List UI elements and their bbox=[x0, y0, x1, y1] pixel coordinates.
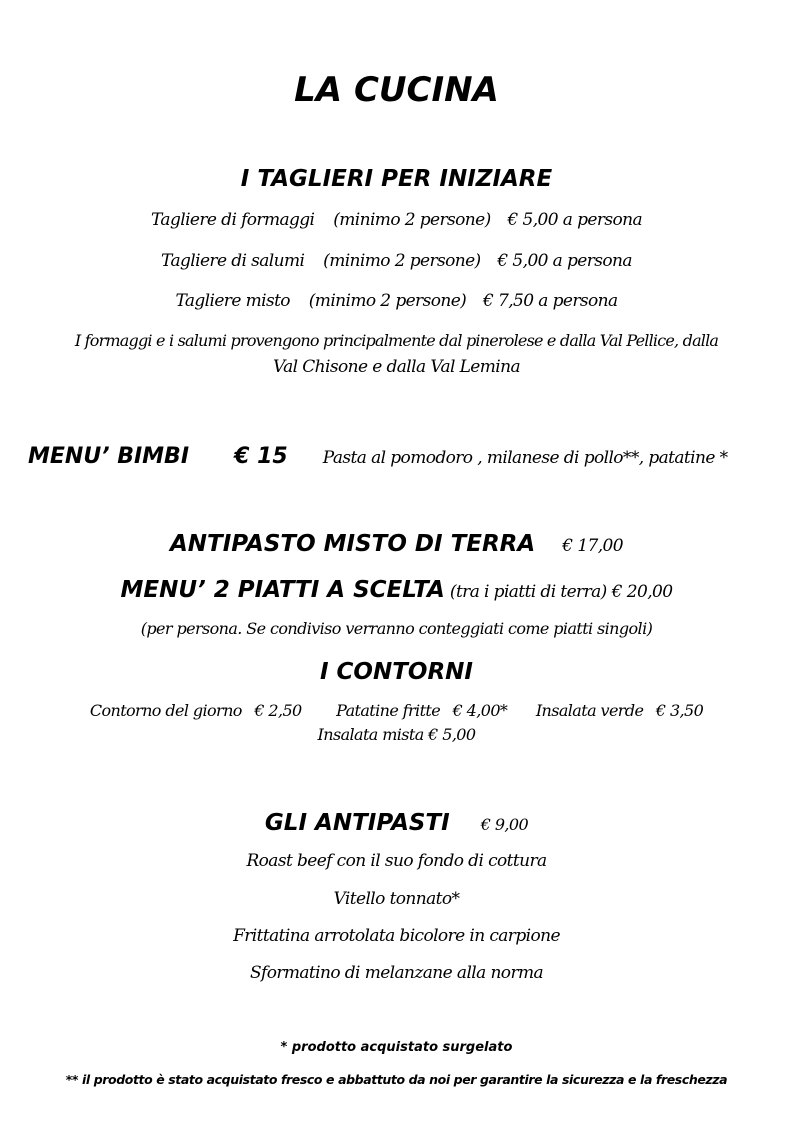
menu-bimbi-price: € 15 bbox=[234, 444, 288, 469]
tagliere-price: € 5,00 a persona bbox=[507, 210, 642, 230]
taglieri-origin-line-1: I formaggi e i salumi provengono principalmente dal pinerolese e dalla Val Pellice, dalla bbox=[74, 331, 719, 350]
tagliere-name: Tagliere di formaggi bbox=[151, 210, 315, 230]
antipasti-heading-row bbox=[0, 810, 793, 836]
tagliere-price: € 5,00 a persona bbox=[497, 251, 632, 271]
contorno-price: € 2,50 bbox=[254, 701, 302, 720]
contorno-name: Insalata verde bbox=[535, 701, 644, 720]
antipasti-heading: GLI ANTIPASTI bbox=[264, 810, 450, 836]
taglieri-origin-line-2: Val Chisone e dalla Val Lemina bbox=[272, 357, 521, 377]
tagliere-salumi-row bbox=[0, 251, 793, 271]
tagliere-formaggi-row bbox=[0, 210, 793, 230]
page-title: LA CUCINA bbox=[294, 70, 499, 110]
tagliere-name: Tagliere di salumi bbox=[161, 251, 305, 271]
contorno-name: Contorno del giorno bbox=[89, 701, 242, 720]
antipasto-item: Frittatina arrotolata bicolore in carpione bbox=[233, 926, 560, 946]
menu-due-piatti-price: € 20,00 bbox=[611, 582, 673, 602]
tagliere-note: (minimo 2 persone) bbox=[323, 251, 481, 271]
menu-due-piatti-label: MENU’ 2 PIATTI A SCELTA bbox=[120, 577, 445, 603]
footnote-frozen: * prodotto acquistato surgelato bbox=[280, 1040, 513, 1055]
antipasto-misto-row bbox=[0, 531, 793, 557]
contorno-insalata-mista: Insalata mista € 5,00 bbox=[317, 725, 476, 744]
tagliere-name: Tagliere misto bbox=[175, 291, 290, 311]
contorno-name: Patatine fritte bbox=[336, 701, 441, 720]
contorno-price: € 3,50 bbox=[655, 701, 704, 720]
footnote-fresh: ** il prodotto è stato acquistato fresco e abbattuto da noi per garantire la sicurezza e la freschezza bbox=[65, 1072, 728, 1087]
contorni-row bbox=[0, 701, 793, 720]
antipasti-price: € 9,00 bbox=[480, 815, 529, 834]
menu-due-piatti-note: (tra i piatti di terra) bbox=[449, 582, 607, 602]
tagliere-note: (minimo 2 persone) bbox=[308, 291, 467, 311]
contorni-heading: I CONTORNI bbox=[319, 659, 473, 685]
tagliere-price: € 7,50 a persona bbox=[483, 291, 618, 311]
menu-due-piatti-row bbox=[0, 577, 793, 603]
antipasto-misto-label: ANTIPASTO MISTO DI TERRA bbox=[170, 531, 536, 557]
taglieri-heading: I TAGLIERI PER INIZIARE bbox=[240, 166, 553, 192]
menu-bimbi-label: MENU’ BIMBI bbox=[28, 444, 190, 469]
antipasto-item: Roast beef con il suo fondo di cottura bbox=[246, 851, 547, 871]
tagliere-misto-row bbox=[0, 291, 793, 311]
menu-bimbi-description: Pasta al pomodoro , milanese di pollo**, patatine * bbox=[322, 448, 728, 468]
menu-bimbi-row bbox=[28, 444, 728, 469]
tagliere-note: (minimo 2 persone) bbox=[333, 210, 491, 230]
antipasto-item: Vitello tonnato* bbox=[333, 889, 460, 909]
antipasto-item: Sformatino di melanzane alla norma bbox=[249, 963, 544, 983]
antipasto-misto-price: € 17,00 bbox=[562, 536, 623, 556]
contorno-price: € 4,00* bbox=[452, 701, 508, 720]
menu-due-piatti-subnote: (per persona. Se condiviso verranno conteggiati come piatti singoli) bbox=[140, 619, 653, 638]
